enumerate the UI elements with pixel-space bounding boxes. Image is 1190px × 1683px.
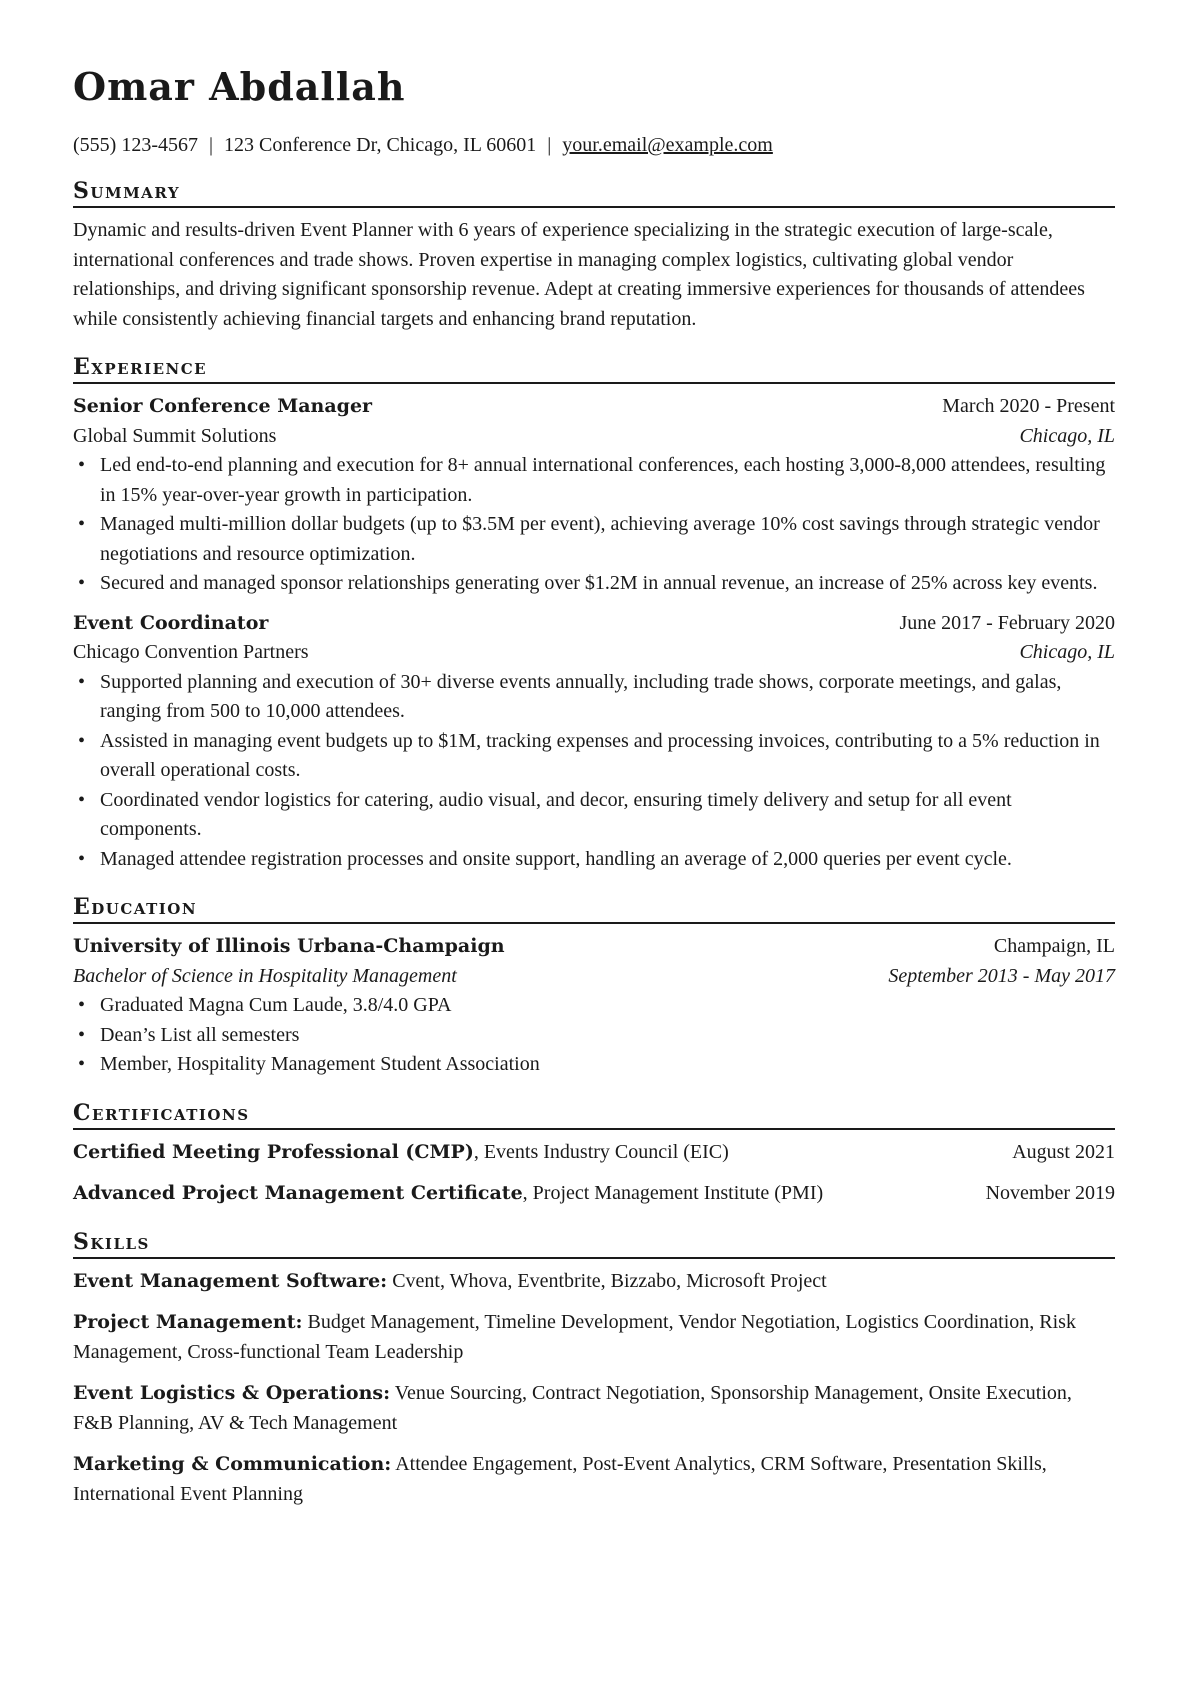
job-location: Chicago, IL bbox=[1019, 424, 1115, 447]
skill-label: Marketing & Communication: bbox=[73, 1453, 392, 1475]
contact-separator: | bbox=[208, 134, 213, 156]
job-dates: June 2017 - February 2020 bbox=[899, 611, 1115, 634]
job-header bbox=[73, 392, 1115, 422]
summary-text: Dynamic and results-driven Event Planner with 6 years of experience specializing in the strategic execution of large-scale, international conferences and trade shows. Proven expertise in managing complex logistics, cultivating global vendor relationships, and driving significant sponsorship revenue. Adept at creating immersive experiences for thousands of attendees while consistently achieving financial targets and enhancing brand reputation. bbox=[73, 219, 1085, 330]
certification-text bbox=[73, 1138, 729, 1168]
education-section bbox=[73, 894, 1115, 1080]
skill-value: Venue Sourcing, Contract Negotiation, Sponsorship Management, Onsite Execution, F&B Planning, AV & Tech Management bbox=[73, 1382, 1072, 1434]
certification-date: November 2019 bbox=[985, 1182, 1115, 1204]
bullet-item: • Member, Hospitality Management Student Association bbox=[100, 1050, 1115, 1080]
candidate-name: Omar Abdallah bbox=[73, 64, 406, 109]
summary-section bbox=[73, 178, 1115, 334]
job-subheader bbox=[73, 638, 1115, 668]
job-location: Chicago, IL bbox=[1019, 641, 1115, 663]
certification-item bbox=[73, 1138, 1115, 1168]
address: 123 Conference Dr, Chicago, IL 60601 bbox=[224, 134, 537, 156]
job-bullets bbox=[73, 668, 1115, 875]
education-bullets bbox=[73, 991, 1115, 1080]
job-bullets bbox=[73, 451, 1115, 599]
skill-value: Cvent, Whova, Eventbrite, Bizzabo, Microsoft Project bbox=[387, 1269, 827, 1292]
contact-separator: | bbox=[547, 134, 552, 156]
contact-line bbox=[73, 132, 1115, 158]
certification-text bbox=[73, 1179, 823, 1209]
school-name: University of Illinois Urbana-Champaign bbox=[73, 935, 505, 957]
skill-line bbox=[73, 1379, 1115, 1438]
bullet-item: • Coordinated vendor logistics for catering, audio visual, and decor, ensuring timely delivery and setup for all event components. bbox=[100, 786, 1115, 845]
job-role: Event Coordinator bbox=[73, 611, 269, 634]
job-dates: March 2020 - Present bbox=[942, 395, 1115, 417]
section-title-education: Education bbox=[73, 894, 1115, 924]
certifications-section bbox=[73, 1100, 1115, 1209]
section-title-experience: Experience bbox=[73, 354, 1115, 384]
school-location: Champaign, IL bbox=[993, 935, 1115, 957]
job-company: Chicago Convention Partners bbox=[73, 641, 309, 663]
bullet-item: • Managed attendee registration processes and onsite support, handling an average of 2,000 queries per event cycle. bbox=[100, 845, 1115, 875]
education-header bbox=[73, 932, 1115, 962]
bullet-item: • Assisted in managing event budgets up to $1M, tracking expenses and processing invoices, contributing to a 5% reduction in overall operational costs. bbox=[100, 727, 1115, 786]
skill-line bbox=[73, 1450, 1115, 1509]
certification-item bbox=[73, 1179, 1115, 1209]
email-link[interactable]: your.email@example.com bbox=[562, 134, 773, 156]
skill-label: Event Logistics & Operations: bbox=[73, 1382, 391, 1404]
certification-name: Advanced Project Management Certificate bbox=[73, 1182, 523, 1204]
certification-name: Certified Meeting Professional (CMP) bbox=[73, 1140, 474, 1163]
job-entry bbox=[73, 392, 1115, 599]
skill-line bbox=[73, 1308, 1115, 1367]
bullet-item: • Led end-to-end planning and execution for 8+ annual international conferences, each hosting 3,000-8,000 attendees, resulting in 15% year-over-year growth in participation. bbox=[100, 451, 1115, 510]
degree: Bachelor of Science in Hospitality Management bbox=[73, 964, 457, 987]
education-dates: September 2013 - May 2017 bbox=[888, 964, 1115, 987]
certification-date: August 2021 bbox=[1012, 1140, 1115, 1163]
certification-issuer: , Project Management Institute (PMI) bbox=[522, 1182, 824, 1204]
job-entry bbox=[73, 609, 1115, 875]
job-company: Global Summit Solutions bbox=[73, 424, 277, 447]
bullet-item: • Graduated Magna Cum Laude, 3.8/4.0 GPA bbox=[100, 991, 1115, 1021]
skill-value: Attendee Engagement, Post-Event Analytics, CRM Software, Presentation Skills, International Event Planning bbox=[73, 1453, 1047, 1505]
certification-issuer: , Events Industry Council (EIC) bbox=[473, 1140, 729, 1163]
phone-number: (555) 123-4567 bbox=[73, 134, 198, 156]
section-title-summary: Summary bbox=[73, 178, 1115, 208]
section-title-certifications: Certifications bbox=[73, 1100, 1115, 1130]
skill-value: Budget Management, Timeline Development, Vendor Negotiation, Logistics Coordination, Risk Management, Cross-functional Team Leadership bbox=[73, 1311, 1076, 1363]
education-subheader bbox=[73, 962, 1115, 992]
section-title-skills: Skills bbox=[73, 1229, 1115, 1259]
bullet-item: • Supported planning and execution of 30+ diverse events annually, including trade shows, corporate meetings, and galas, ranging from 500 to 10,000 attendees. bbox=[100, 668, 1115, 727]
job-header bbox=[73, 609, 1115, 639]
skill-label: Project Management: bbox=[73, 1311, 303, 1333]
skill-label: Event Management Software: bbox=[73, 1269, 388, 1292]
experience-section bbox=[73, 354, 1115, 874]
bullet-item: • Managed multi-million dollar budgets (up to $3.5M per event), achieving average 10% cost savings through strategic vendor negotiations and resource optimization. bbox=[100, 510, 1115, 569]
bullet-item: • Secured and managed sponsor relationships generating over $1.2M in annual revenue, an increase of 25% across key events. bbox=[100, 569, 1115, 599]
job-subheader bbox=[73, 422, 1115, 452]
skills-section bbox=[73, 1229, 1115, 1510]
bullet-item: • Dean’s List all semesters bbox=[100, 1021, 1115, 1051]
job-role: Senior Conference Manager bbox=[73, 395, 373, 417]
skill-line bbox=[73, 1267, 1115, 1297]
